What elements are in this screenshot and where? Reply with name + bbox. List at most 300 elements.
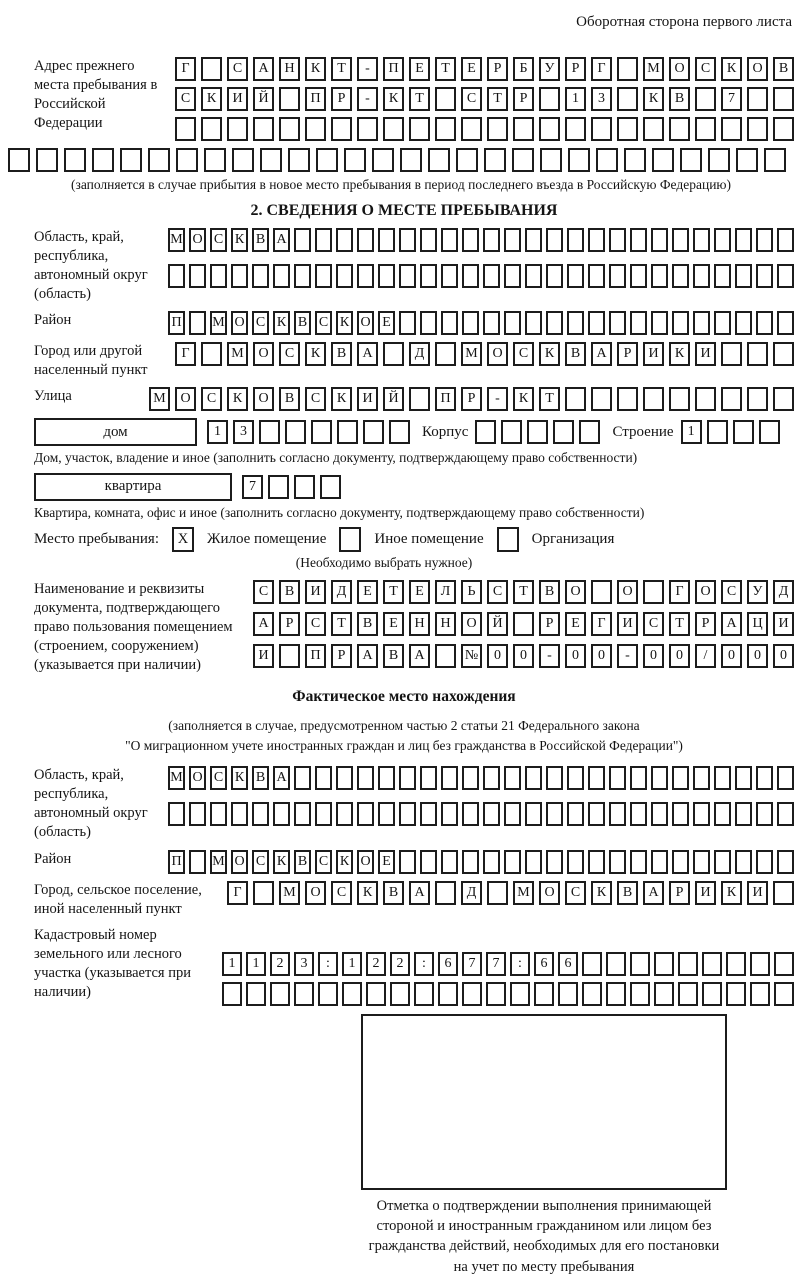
kadastr-row-1[interactable] [222, 952, 794, 976]
char-cell[interactable] [774, 952, 794, 976]
char-cell[interactable] [435, 644, 456, 668]
char-cell[interactable] [546, 228, 563, 252]
char-cell[interactable] [512, 148, 534, 172]
char-cell[interactable] [735, 802, 752, 826]
char-cell[interactable] [558, 982, 578, 1006]
char-cell[interactable]: М [210, 311, 227, 335]
char-cell[interactable]: 1 [681, 420, 702, 444]
char-cell[interactable]: И [695, 881, 716, 905]
char-cell[interactable] [714, 850, 731, 874]
char-cell[interactable] [294, 228, 311, 252]
char-cell[interactable]: У [539, 57, 560, 81]
char-cell[interactable]: Ц [747, 612, 768, 636]
char-cell[interactable] [567, 802, 584, 826]
char-cell[interactable]: М [210, 850, 227, 874]
char-cell[interactable]: : [414, 952, 434, 976]
char-cell[interactable] [227, 117, 248, 141]
char-cell[interactable] [582, 952, 602, 976]
char-cell[interactable] [513, 117, 534, 141]
char-cell[interactable] [721, 387, 742, 411]
char-cell[interactable] [588, 311, 605, 335]
char-cell[interactable] [777, 311, 794, 335]
char-cell[interactable]: - [539, 644, 560, 668]
char-cell[interactable] [714, 228, 731, 252]
char-cell[interactable] [320, 475, 341, 499]
char-cell[interactable] [420, 766, 437, 790]
char-cell[interactable]: О [231, 311, 248, 335]
char-cell[interactable]: К [227, 387, 248, 411]
char-cell[interactable] [420, 850, 437, 874]
char-cell[interactable] [305, 117, 326, 141]
char-cell[interactable]: 0 [669, 644, 690, 668]
char-cell[interactable] [357, 264, 374, 288]
char-cell[interactable] [693, 228, 710, 252]
char-cell[interactable] [695, 117, 716, 141]
char-cell[interactable] [609, 228, 626, 252]
char-cell[interactable] [756, 264, 773, 288]
char-cell[interactable] [231, 802, 248, 826]
char-cell[interactable]: : [318, 952, 338, 976]
char-cell[interactable]: : [510, 952, 530, 976]
prev-address-row-2[interactable] [175, 87, 794, 111]
char-cell[interactable] [525, 766, 542, 790]
char-cell[interactable] [651, 766, 668, 790]
char-cell[interactable]: М [227, 342, 248, 366]
char-cell[interactable] [462, 766, 479, 790]
char-cell[interactable]: О [461, 612, 482, 636]
char-cell[interactable] [441, 228, 458, 252]
char-cell[interactable] [441, 264, 458, 288]
char-cell[interactable]: А [253, 612, 274, 636]
char-cell[interactable]: О [695, 580, 716, 604]
char-cell[interactable]: В [294, 311, 311, 335]
char-cell[interactable] [342, 982, 362, 1006]
char-cell[interactable]: С [565, 881, 586, 905]
char-cell[interactable]: Р [617, 342, 638, 366]
char-cell[interactable]: Й [253, 87, 274, 111]
char-cell[interactable]: Н [409, 612, 430, 636]
char-cell[interactable]: Е [461, 57, 482, 81]
char-cell[interactable] [721, 117, 742, 141]
char-cell[interactable] [438, 982, 458, 1006]
char-cell[interactable]: С [487, 580, 508, 604]
char-cell[interactable]: 6 [558, 952, 578, 976]
char-cell[interactable]: К [669, 342, 690, 366]
char-cell[interactable] [773, 87, 794, 111]
char-cell[interactable] [651, 228, 668, 252]
char-cell[interactable] [92, 148, 114, 172]
char-cell[interactable] [337, 420, 358, 444]
char-cell[interactable] [483, 802, 500, 826]
char-cell[interactable]: К [721, 57, 742, 81]
char-cell[interactable]: Р [565, 57, 586, 81]
char-cell[interactable]: О [253, 387, 274, 411]
char-cell[interactable] [8, 148, 30, 172]
char-cell[interactable] [747, 87, 768, 111]
char-cell[interactable]: М [149, 387, 170, 411]
char-cell[interactable] [693, 802, 710, 826]
char-cell[interactable] [428, 148, 450, 172]
char-cell[interactable] [773, 342, 794, 366]
char-cell[interactable] [693, 766, 710, 790]
char-cell[interactable] [565, 117, 586, 141]
char-cell[interactable]: Д [461, 881, 482, 905]
char-cell[interactable]: Р [695, 612, 716, 636]
char-cell[interactable]: Т [539, 387, 560, 411]
char-cell[interactable] [591, 117, 612, 141]
char-cell[interactable] [336, 802, 353, 826]
char-cell[interactable]: А [357, 342, 378, 366]
char-cell[interactable] [252, 264, 269, 288]
char-cell[interactable] [777, 264, 794, 288]
char-cell[interactable]: А [721, 612, 742, 636]
char-cell[interactable] [567, 766, 584, 790]
char-cell[interactable]: 0 [487, 644, 508, 668]
char-cell[interactable] [546, 766, 563, 790]
char-cell[interactable] [553, 420, 574, 444]
char-cell[interactable]: Р [461, 387, 482, 411]
char-cell[interactable]: И [227, 87, 248, 111]
char-cell[interactable] [246, 982, 266, 1006]
char-cell[interactable] [606, 952, 626, 976]
char-cell[interactable] [175, 117, 196, 141]
raion-row[interactable] [168, 311, 794, 335]
char-cell[interactable] [764, 148, 786, 172]
char-cell[interactable]: М [168, 228, 185, 252]
fakt-gorod-row[interactable] [227, 881, 794, 905]
char-cell[interactable]: Й [487, 612, 508, 636]
char-cell[interactable] [461, 117, 482, 141]
char-cell[interactable]: И [695, 342, 716, 366]
char-cell[interactable] [383, 117, 404, 141]
fakt-raion-row[interactable] [168, 850, 794, 874]
char-cell[interactable] [120, 148, 142, 172]
char-cell[interactable] [462, 264, 479, 288]
char-cell[interactable]: В [383, 644, 404, 668]
char-cell[interactable]: П [168, 850, 185, 874]
char-cell[interactable] [294, 766, 311, 790]
char-cell[interactable] [714, 264, 731, 288]
char-cell[interactable]: С [201, 387, 222, 411]
char-cell[interactable] [483, 766, 500, 790]
char-cell[interactable] [669, 387, 690, 411]
char-cell[interactable]: Т [409, 87, 430, 111]
char-cell[interactable] [609, 850, 626, 874]
char-cell[interactable]: О [539, 881, 560, 905]
char-cell[interactable]: А [357, 644, 378, 668]
char-cell[interactable] [475, 420, 496, 444]
char-cell[interactable] [759, 420, 780, 444]
char-cell[interactable] [735, 311, 752, 335]
char-cell[interactable] [565, 387, 586, 411]
char-cell[interactable] [318, 982, 338, 1006]
char-cell[interactable] [567, 228, 584, 252]
char-cell[interactable]: - [357, 87, 378, 111]
char-cell[interactable] [568, 148, 590, 172]
char-cell[interactable] [756, 228, 773, 252]
char-cell[interactable] [630, 850, 647, 874]
char-cell[interactable]: Е [409, 57, 430, 81]
char-cell[interactable] [525, 228, 542, 252]
char-cell[interactable] [588, 228, 605, 252]
char-cell[interactable] [733, 420, 754, 444]
char-cell[interactable] [773, 387, 794, 411]
char-cell[interactable]: М [513, 881, 534, 905]
gorod-row[interactable] [175, 342, 794, 366]
char-cell[interactable] [189, 802, 206, 826]
char-cell[interactable]: О [487, 342, 508, 366]
char-cell[interactable] [596, 148, 618, 172]
char-cell[interactable]: 0 [773, 644, 794, 668]
char-cell[interactable]: О [357, 311, 374, 335]
char-cell[interactable] [315, 802, 332, 826]
char-cell[interactable] [695, 387, 716, 411]
char-cell[interactable]: О [357, 850, 374, 874]
char-cell[interactable] [714, 802, 731, 826]
char-cell[interactable] [643, 117, 664, 141]
char-cell[interactable] [331, 117, 352, 141]
char-cell[interactable] [747, 387, 768, 411]
char-cell[interactable]: К [643, 87, 664, 111]
doc-row-2[interactable] [253, 612, 794, 636]
char-cell[interactable] [546, 264, 563, 288]
char-cell[interactable]: К [383, 87, 404, 111]
char-cell[interactable]: Р [331, 644, 352, 668]
char-cell[interactable] [483, 850, 500, 874]
char-cell[interactable] [487, 117, 508, 141]
char-cell[interactable]: Е [357, 580, 378, 604]
char-cell[interactable]: О [669, 57, 690, 81]
char-cell[interactable] [420, 228, 437, 252]
char-cell[interactable]: С [513, 342, 534, 366]
char-cell[interactable]: Р [539, 612, 560, 636]
char-cell[interactable] [525, 802, 542, 826]
char-cell[interactable] [487, 881, 508, 905]
char-cell[interactable] [420, 264, 437, 288]
char-cell[interactable]: В [617, 881, 638, 905]
char-cell[interactable] [721, 342, 742, 366]
char-cell[interactable]: К [513, 387, 534, 411]
char-cell[interactable]: К [357, 881, 378, 905]
char-cell[interactable]: С [252, 311, 269, 335]
char-cell[interactable] [315, 766, 332, 790]
char-cell[interactable] [435, 881, 456, 905]
char-cell[interactable] [756, 766, 773, 790]
char-cell[interactable] [231, 264, 248, 288]
char-cell[interactable]: К [331, 387, 352, 411]
char-cell[interactable]: И [747, 881, 768, 905]
char-cell[interactable]: С [210, 766, 227, 790]
char-cell[interactable]: - [487, 387, 508, 411]
char-cell[interactable]: Т [383, 580, 404, 604]
char-cell[interactable] [288, 148, 310, 172]
char-cell[interactable] [591, 580, 612, 604]
dom-number-cells[interactable] [207, 420, 410, 444]
char-cell[interactable] [651, 264, 668, 288]
char-cell[interactable] [399, 850, 416, 874]
char-cell[interactable] [609, 264, 626, 288]
char-cell[interactable]: Г [591, 612, 612, 636]
char-cell[interactable] [630, 264, 647, 288]
char-cell[interactable] [534, 982, 554, 1006]
char-cell[interactable]: М [643, 57, 664, 81]
char-cell[interactable] [672, 228, 689, 252]
char-cell[interactable] [630, 311, 647, 335]
char-cell[interactable] [582, 982, 602, 1006]
char-cell[interactable] [294, 982, 314, 1006]
char-cell[interactable] [273, 802, 290, 826]
char-cell[interactable]: У [747, 580, 768, 604]
char-cell[interactable] [420, 311, 437, 335]
char-cell[interactable] [609, 766, 626, 790]
char-cell[interactable] [204, 148, 226, 172]
char-cell[interactable] [750, 952, 770, 976]
char-cell[interactable] [609, 802, 626, 826]
char-cell[interactable] [168, 264, 185, 288]
char-cell[interactable]: С [210, 228, 227, 252]
char-cell[interactable] [294, 802, 311, 826]
char-cell[interactable] [777, 228, 794, 252]
korpus-cells[interactable] [475, 420, 600, 444]
char-cell[interactable] [483, 228, 500, 252]
char-cell[interactable]: Т [435, 57, 456, 81]
char-cell[interactable] [546, 850, 563, 874]
char-cell[interactable] [315, 264, 332, 288]
char-cell[interactable]: С [695, 57, 716, 81]
char-cell[interactable] [399, 766, 416, 790]
char-cell[interactable] [232, 148, 254, 172]
char-cell[interactable] [714, 766, 731, 790]
char-cell[interactable] [777, 766, 794, 790]
char-cell[interactable] [546, 802, 563, 826]
char-cell[interactable]: О [175, 387, 196, 411]
char-cell[interactable] [189, 850, 206, 874]
char-cell[interactable]: К [305, 342, 326, 366]
char-cell[interactable]: А [591, 342, 612, 366]
char-cell[interactable] [617, 117, 638, 141]
char-cell[interactable] [363, 420, 384, 444]
prev-address-row-4[interactable] [8, 148, 794, 172]
char-cell[interactable] [268, 475, 289, 499]
char-cell[interactable] [176, 148, 198, 172]
char-cell[interactable] [378, 766, 395, 790]
char-cell[interactable] [777, 802, 794, 826]
char-cell[interactable]: 6 [438, 952, 458, 976]
char-cell[interactable] [539, 87, 560, 111]
char-cell[interactable] [357, 766, 374, 790]
char-cell[interactable]: Н [279, 57, 300, 81]
char-cell[interactable] [702, 982, 722, 1006]
char-cell[interactable] [672, 264, 689, 288]
char-cell[interactable]: О [231, 850, 248, 874]
char-cell[interactable]: А [643, 881, 664, 905]
char-cell[interactable]: Л [435, 580, 456, 604]
char-cell[interactable]: Г [175, 342, 196, 366]
char-cell[interactable] [672, 850, 689, 874]
char-cell[interactable]: О [747, 57, 768, 81]
char-cell[interactable] [399, 228, 416, 252]
char-cell[interactable]: О [617, 580, 638, 604]
char-cell[interactable] [693, 264, 710, 288]
char-cell[interactable] [378, 228, 395, 252]
char-cell[interactable]: К [273, 311, 290, 335]
char-cell[interactable] [279, 644, 300, 668]
char-cell[interactable] [546, 311, 563, 335]
char-cell[interactable] [539, 117, 560, 141]
char-cell[interactable] [189, 311, 206, 335]
char-cell[interactable]: 1 [207, 420, 228, 444]
char-cell[interactable] [414, 982, 434, 1006]
char-cell[interactable] [270, 982, 290, 1006]
char-cell[interactable] [726, 982, 746, 1006]
char-cell[interactable] [680, 148, 702, 172]
char-cell[interactable]: 7 [486, 952, 506, 976]
fakt-oblast-row-1[interactable] [168, 766, 794, 790]
char-cell[interactable]: Т [331, 57, 352, 81]
char-cell[interactable] [441, 766, 458, 790]
char-cell[interactable] [630, 802, 647, 826]
char-cell[interactable]: Д [773, 580, 794, 604]
char-cell[interactable] [435, 342, 456, 366]
char-cell[interactable] [253, 117, 274, 141]
char-cell[interactable]: 3 [233, 420, 254, 444]
char-cell[interactable] [462, 850, 479, 874]
char-cell[interactable] [441, 802, 458, 826]
char-cell[interactable]: / [695, 644, 716, 668]
char-cell[interactable] [504, 264, 521, 288]
char-cell[interactable]: С [305, 387, 326, 411]
char-cell[interactable]: С [252, 850, 269, 874]
char-cell[interactable]: Д [331, 580, 352, 604]
char-cell[interactable]: С [315, 850, 332, 874]
stroenie-cells[interactable] [681, 420, 780, 444]
char-cell[interactable] [525, 850, 542, 874]
char-cell[interactable]: 1 [246, 952, 266, 976]
char-cell[interactable] [390, 982, 410, 1006]
prev-address-row-3[interactable] [175, 117, 794, 141]
char-cell[interactable] [483, 311, 500, 335]
char-cell[interactable]: С [175, 87, 196, 111]
char-cell[interactable] [383, 342, 404, 366]
char-cell[interactable]: И [305, 580, 326, 604]
char-cell[interactable] [726, 952, 746, 976]
char-cell[interactable] [617, 387, 638, 411]
char-cell[interactable]: К [201, 87, 222, 111]
char-cell[interactable] [513, 612, 534, 636]
char-cell[interactable]: № [461, 644, 482, 668]
char-cell[interactable]: О [305, 881, 326, 905]
char-cell[interactable]: В [565, 342, 586, 366]
char-cell[interactable]: С [643, 612, 664, 636]
char-cell[interactable]: С [305, 612, 326, 636]
char-cell[interactable]: В [773, 57, 794, 81]
char-cell[interactable] [501, 420, 522, 444]
char-cell[interactable] [588, 264, 605, 288]
char-cell[interactable] [643, 387, 664, 411]
char-cell[interactable] [344, 148, 366, 172]
char-cell[interactable]: В [294, 850, 311, 874]
char-cell[interactable] [756, 311, 773, 335]
char-cell[interactable] [409, 117, 430, 141]
char-cell[interactable] [201, 342, 222, 366]
char-cell[interactable] [462, 311, 479, 335]
char-cell[interactable]: Б [513, 57, 534, 81]
char-cell[interactable]: 0 [747, 644, 768, 668]
char-cell[interactable] [774, 982, 794, 1006]
char-cell[interactable] [735, 766, 752, 790]
char-cell[interactable] [630, 982, 650, 1006]
char-cell[interactable]: К [336, 850, 353, 874]
